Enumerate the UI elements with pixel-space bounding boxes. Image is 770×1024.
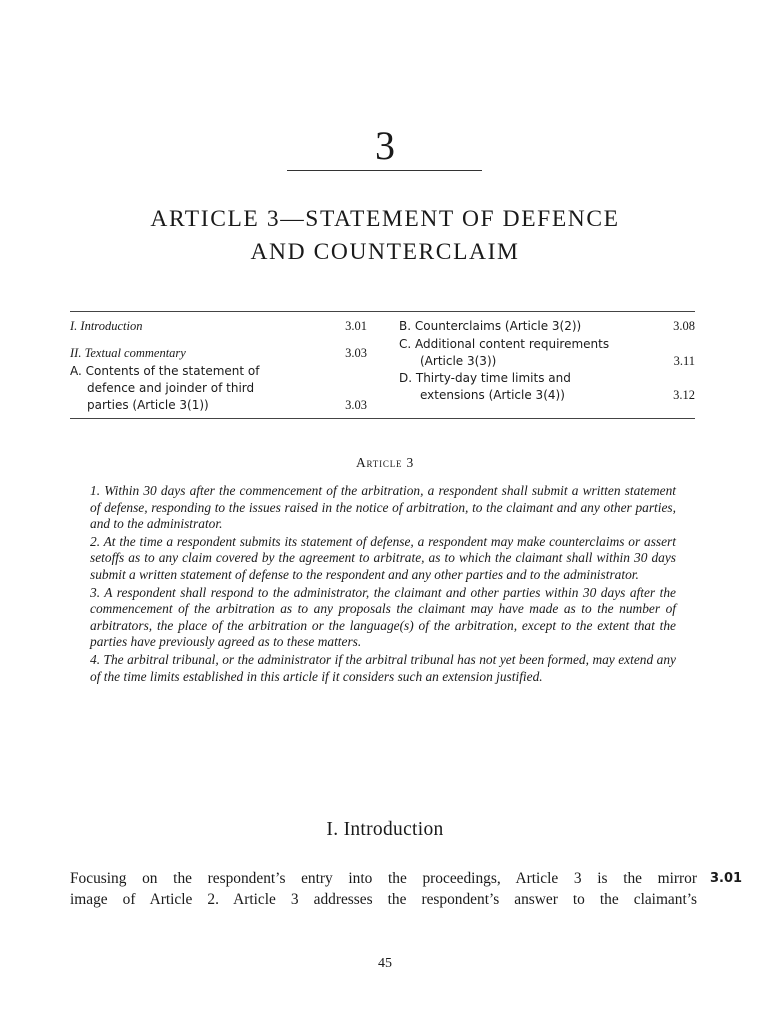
toc-entry-label-line: extensions (Article 3(4)) (420, 388, 565, 402)
section-paragraph (70, 869, 697, 910)
toc-entry-page: 3.03 (345, 346, 367, 360)
toc-entry-label-line: parties (Article 3(1)) (87, 398, 209, 412)
chapter-title-line-2: AND COUNTERCLAIM (250, 239, 520, 265)
chapter-number: 3 (375, 123, 395, 168)
toc-entry-label-line: A. Contents of the statement of (70, 364, 260, 378)
toc-entry-label: II. Textual commentary (70, 346, 186, 360)
paragraph-number: 3.01 (710, 871, 743, 886)
section-heading: I. Introduction (326, 819, 444, 840)
toc-entry-thirty-day-limits[interactable] (399, 370, 695, 404)
toc-entry-label-line: D. Thirty-day time limits and (399, 371, 571, 385)
toc-entry-page: 3.03 (345, 398, 367, 412)
toc-entry-page: 3.11 (673, 354, 695, 368)
toc-entry-label-line: defence and joinder of third (87, 381, 255, 395)
article-paragraph-3: 3. A respondent shall respond to the administrator, the claimant and other parties within 30 days after the commencement of the arbitration as to any proposals the claimant may have made as to the number of arbitrators, the place of the arbitration or the language(s) of the arbitration, except to the extent that the parties have previously agreed as to these matters. (90, 584, 676, 650)
section-paragraph-line-2: image of Article 2. Article 3 addresses the respondent’s answer to the claimant’s (70, 890, 697, 908)
toc-entry-page: 3.01 (345, 319, 367, 333)
toc-entry-contents-of-statement[interactable] (70, 363, 367, 414)
toc-entry-additional-content[interactable] (399, 336, 695, 370)
chapter-title-line-1: ARTICLE 3—STATEMENT OF DEFENCE (150, 206, 620, 232)
section-paragraph-line-1: Focusing on the respondent’s entry into the proceedings, Article 3 is the mirror (70, 870, 697, 887)
toc-entry-label: I. Introduction (70, 319, 143, 333)
chapter-title (0, 203, 770, 269)
toc-entry-page: 3.12 (673, 388, 695, 402)
toc-bottom-rule (70, 418, 695, 419)
toc-entry-page: 3.08 (673, 319, 695, 333)
toc-entry-label-line: (Article 3(3)) (420, 354, 497, 368)
article-paragraph-1: 1. Within 30 days after the commencement of the arbitration, a respondent shall submit a written statement of defense, responding to the issues raised in the notice of arbitration, to the claimant and any other parties, and to the administrator. (90, 483, 676, 532)
chapter-divider (287, 170, 482, 171)
toc-entry-counterclaims[interactable] (399, 318, 695, 335)
article-heading: Article 3 (355, 455, 415, 470)
toc-entry-label-line: C. Additional content requirements (399, 337, 610, 351)
article-paragraph-4: 4. The arbitral tribunal, or the administrator if the arbitral tribunal has not yet been formed, may extend any of the time limits established in this article if it considers such an extension justified. (90, 651, 676, 684)
page-number: 45 (378, 956, 392, 971)
toc-top-rule (70, 311, 695, 312)
article-paragraph-2: 2. At the time a respondent submits its statement of defense, a respondent may make counterclaims or assert setoffs as to any claim covered by the agreement to arbitrate, as to which the claimant shall within 30 days submit a written statement of defense to the respondent and any other parties and to the administrator. (90, 533, 676, 582)
article-text (90, 483, 676, 686)
toc-entry-label-line: B. Counterclaims (Article 3(2)) (399, 319, 582, 333)
